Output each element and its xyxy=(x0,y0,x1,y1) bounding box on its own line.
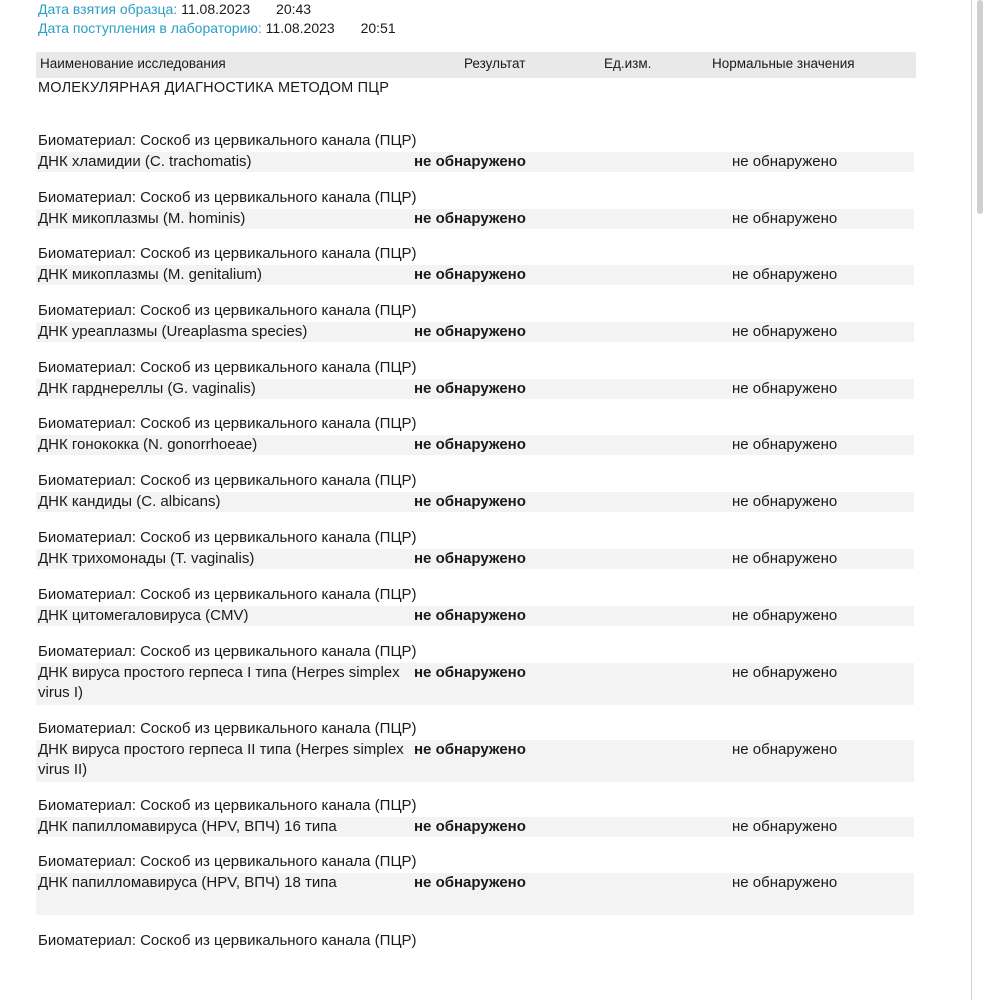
table-row xyxy=(36,152,914,172)
table-row xyxy=(36,663,914,705)
table-row xyxy=(36,606,914,626)
test-name: ДНК уреаплазмы (Ureaplasma species) xyxy=(38,323,308,340)
table-row xyxy=(36,492,914,512)
test-name: ДНК папилломавируса (HPV, ВПЧ) 16 типа xyxy=(38,818,337,835)
test-biomaterial: Биоматериал: Соскоб из цервикального канала (ПЦР) xyxy=(38,472,417,489)
test-biomaterial: Биоматериал: Соскоб из цервикального канала (ПЦР) xyxy=(38,853,417,870)
table-row xyxy=(36,873,914,915)
test-norm: не обнаружено xyxy=(732,153,838,170)
sample-date-value: 11.08.2023 xyxy=(181,1,251,17)
section-title: МОЛЕКУЛЯРНАЯ ДИАГНОСТИКА МЕТОДОМ ПЦР xyxy=(38,80,390,96)
test-biomaterial: Биоматериал: Соскоб из цервикального канала (ПЦР) xyxy=(38,529,417,546)
test-norm: не обнаружено xyxy=(732,550,838,567)
test-name: ДНК кандиды (C. albicans) xyxy=(38,493,221,510)
test-biomaterial: Биоматериал: Соскоб из цервикального канала (ПЦР) xyxy=(38,189,417,206)
test-biomaterial: Биоматериал: Соскоб из цервикального канала (ПЦР) xyxy=(38,720,417,737)
test-result: не обнаружено xyxy=(414,436,526,453)
sample-time-value: 20:43 xyxy=(276,1,312,17)
table-row xyxy=(36,379,914,399)
test-norm: не обнаружено xyxy=(732,210,838,227)
test-norm: не обнаружено xyxy=(732,741,838,758)
lab-date-label: Дата поступления в лабораторию: xyxy=(38,20,262,36)
header-unit: Ед.изм. xyxy=(604,56,652,71)
test-result: не обнаружено xyxy=(414,607,526,624)
test-name: ДНК гарднереллы (G. vaginalis) xyxy=(38,380,256,397)
test-name: ДНК вируса простого герпеса II типа (Herpes simplex virus II) xyxy=(38,741,404,778)
table-row xyxy=(36,322,914,342)
test-name: ДНК цитомегаловируса (CMV) xyxy=(38,607,249,624)
scrollbar-thumb[interactable] xyxy=(977,0,983,214)
lab-time-value: 20:51 xyxy=(360,20,396,36)
table-row xyxy=(36,740,914,782)
test-norm: не обнаружено xyxy=(732,323,838,340)
test-result: не обнаружено xyxy=(414,664,526,681)
header-name: Наименование исследования xyxy=(40,56,226,71)
test-result: не обнаружено xyxy=(414,741,526,758)
test-result: не обнаружено xyxy=(414,323,526,340)
trailing-biomaterial: Биоматериал: Соскоб из цервикального канала (ПЦР) xyxy=(38,932,417,949)
test-norm: не обнаружено xyxy=(732,874,838,891)
test-name: ДНК вируса простого герпеса I типа (Herpes simplex virus I) xyxy=(38,664,400,701)
scrollbar[interactable] xyxy=(971,0,986,1000)
test-result: не обнаружено xyxy=(414,153,526,170)
test-biomaterial: Биоматериал: Соскоб из цервикального канала (ПЦР) xyxy=(38,643,417,660)
test-biomaterial: Биоматериал: Соскоб из цервикального канала (ПЦР) xyxy=(38,797,417,814)
test-result: не обнаружено xyxy=(414,380,526,397)
table-row xyxy=(36,549,914,569)
table-row xyxy=(36,817,914,837)
test-biomaterial: Биоматериал: Соскоб из цервикального канала (ПЦР) xyxy=(38,586,417,603)
test-biomaterial: Биоматериал: Соскоб из цервикального канала (ПЦР) xyxy=(38,245,417,262)
test-biomaterial: Биоматериал: Соскоб из цервикального канала (ПЦР) xyxy=(38,359,417,376)
table-row xyxy=(36,435,914,455)
lab-date-value: 11.08.2023 xyxy=(265,20,335,36)
test-result: не обнаружено xyxy=(414,550,526,567)
test-result: не обнаружено xyxy=(414,493,526,510)
test-result: не обнаружено xyxy=(414,874,526,891)
test-name: ДНК трихомонады (T. vaginalis) xyxy=(38,550,255,567)
test-name: ДНК микоплазмы (M. hominis) xyxy=(38,210,246,227)
header-result: Результат xyxy=(464,56,526,71)
test-norm: не обнаружено xyxy=(732,607,838,624)
test-biomaterial: Биоматериал: Соскоб из цервикального канала (ПЦР) xyxy=(38,415,417,432)
test-result: не обнаружено xyxy=(414,818,526,835)
table-row xyxy=(36,209,914,229)
header-norm: Нормальные значения xyxy=(712,56,855,71)
test-norm: не обнаружено xyxy=(732,266,838,283)
test-norm: не обнаружено xyxy=(732,818,838,835)
test-name: ДНК микоплазмы (M. genitalium) xyxy=(38,266,263,283)
test-norm: не обнаружено xyxy=(732,380,838,397)
test-biomaterial: Биоматериал: Соскоб из цервикального канала (ПЦР) xyxy=(38,132,417,149)
test-biomaterial: Биоматериал: Соскоб из цервикального канала (ПЦР) xyxy=(38,302,417,319)
test-norm: не обнаружено xyxy=(732,664,838,681)
test-norm: не обнаружено xyxy=(732,493,838,510)
test-result: не обнаружено xyxy=(414,266,526,283)
table-row xyxy=(36,265,914,285)
test-norm: не обнаружено xyxy=(732,436,838,453)
test-name: ДНК хламидии (C. trachomatis) xyxy=(38,153,252,170)
test-name: ДНК папилломавируса (HPV, ВПЧ) 18 типа xyxy=(38,874,337,891)
test-result: не обнаружено xyxy=(414,210,526,227)
test-name: ДНК гонококка (N. gonorrhoeae) xyxy=(38,436,258,453)
sample-date-label: Дата взятия образца: xyxy=(38,1,178,17)
